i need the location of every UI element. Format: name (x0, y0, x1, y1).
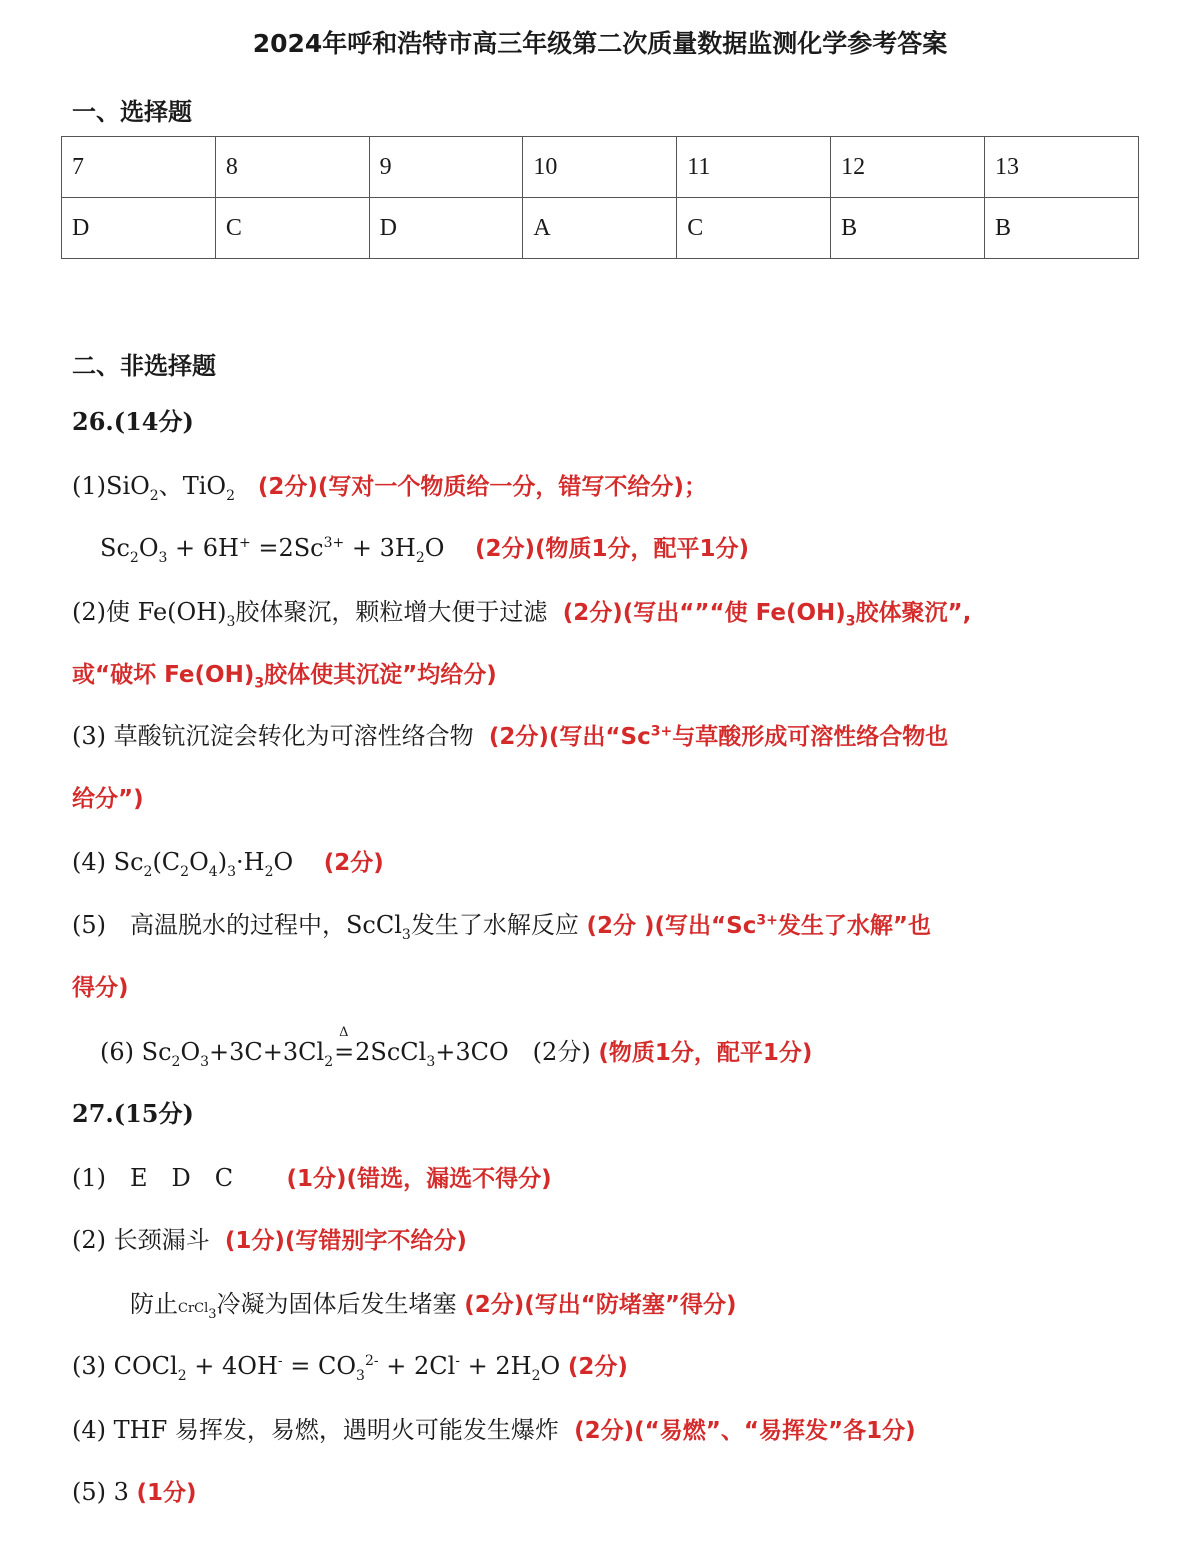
table-cell: B (831, 198, 985, 259)
q26-part1: (1)SiO$_2$、TiO$_2$ (2分)(写对一个物质给一分，错写不给分)； (72, 472, 707, 504)
table-cell: B (985, 198, 1139, 259)
q26-part3: (3) 草酸钪沉淀会转化为可溶性络合物 (2分)(写出“$Sc^{3+}$与草酸形成可溶性络合物也 (72, 722, 949, 750)
q26-part2: (2)使 $Fe(OH)_3$胶体聚沉，颗粒增大便于过滤 (2分)(写出“”“使 $Fe(OH)_3$胶体聚沉”, (72, 598, 972, 630)
q26-part5-cont: 得分) (72, 975, 129, 1001)
answer-table (61, 136, 1139, 259)
table-cell: 10 (523, 137, 677, 198)
heating-arrow: Δ = (334, 1025, 355, 1066)
q26-header: 26.(14分) (72, 407, 194, 436)
table-row-numbers (62, 137, 1139, 198)
table-cell: 13 (985, 137, 1139, 198)
table-cell: D (62, 198, 216, 259)
q26-part2-cont: 或“破坏 $Fe(OH)_3$胶体使其沉淀”均给分) (72, 662, 497, 692)
q27-part2: (2) 长颈漏斗 (1分)(写错别字不给分) (72, 1226, 467, 1254)
q26-part1-equation: $Sc_2O_3 + 6H^+ =2Sc^{3+} + 3H_2O$ (2分)(物质1分，配平1分) (100, 534, 750, 566)
q27-part5: (5) 3 (1分) (72, 1478, 197, 1506)
q26-part6: (6) $Sc_2O_3+3C+3Cl_2$ Δ =2ScCl$_3$+3CO (2分) (物质1分，配平1分) (100, 1025, 813, 1070)
table-cell: 8 (215, 137, 369, 198)
q27-part1: (1) E D C (1分)(错选，漏选不得分) (72, 1164, 552, 1192)
q27-part4: (4) THF 易挥发，易燃，遇明火可能发生爆炸 (2分)(“易燃”、“易挥发”各1分) (72, 1416, 916, 1444)
q27-part3: (3) COCl$_2$ + $4OH^- = CO_3^{2-} + 2Cl^- + 2H_2O$ (2分) (72, 1352, 628, 1384)
table-cell: C (677, 198, 831, 259)
q26-part5: (5) 高温脱水的过程中，ScCl$_3$发生了水解反应 (2分 )(写出“$Sc^{3+}$发生了水解”也 (72, 911, 931, 943)
table-cell: 12 (831, 137, 985, 198)
table-cell: 7 (62, 137, 216, 198)
table-cell: 11 (677, 137, 831, 198)
table-cell: C (215, 198, 369, 259)
table-cell: A (523, 198, 677, 259)
q27-part2-cont: 防止CrCl$_3$冷凝为固体后发生堵塞 (2分)(写出“防堵塞”得分) (130, 1290, 737, 1322)
table-cell: D (369, 198, 523, 259)
section-heading-choice: 一、选择题 (72, 98, 192, 126)
page-title: 2024年呼和浩特市高三年级第二次质量数据监测化学参考答案 (252, 29, 948, 58)
table-row-answers (62, 198, 1139, 259)
q27-header: 27.(15分) (72, 1099, 194, 1128)
q26-part3-cont: 给分”) (72, 786, 144, 812)
table-cell: 9 (369, 137, 523, 198)
section-heading-nonchoice: 二、非选择题 (72, 352, 216, 380)
q26-part4: (4) $Sc_2(C_2O_4)_3\cdot H_2O$ (2分) (72, 848, 384, 880)
